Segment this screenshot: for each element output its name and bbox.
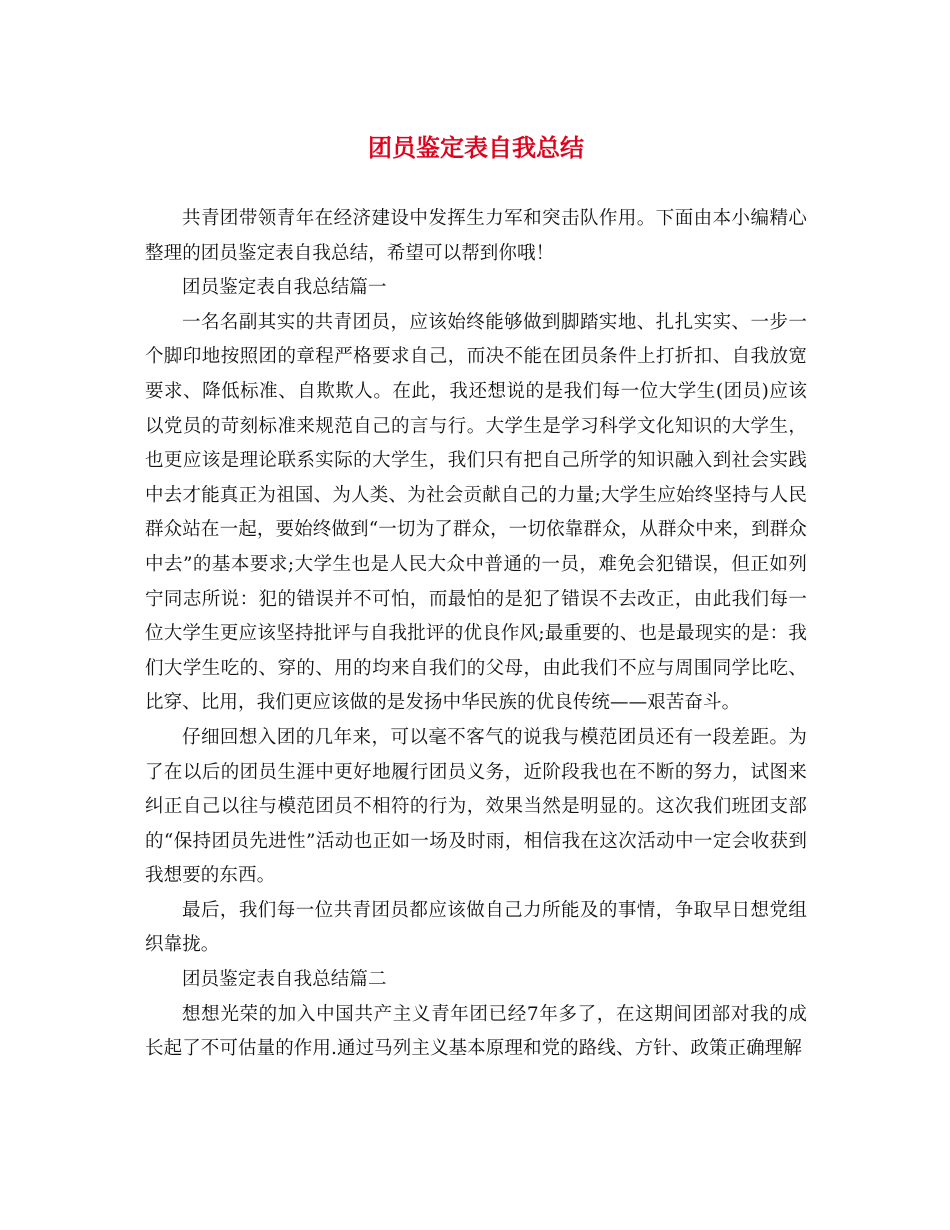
document-title: 团员鉴定表自我总结 bbox=[368, 133, 584, 162]
section-heading-1: 团员鉴定表自我总结篇一 bbox=[182, 277, 387, 299]
intro-paragraph: 共青团带领青年在经济建设中发挥生力军和突击队作用。下面由本小编精心整理的团员鉴定表自我总结，希望可以帮到你哦！ bbox=[145, 208, 807, 264]
body-paragraph: 一名名副其实的共青团员，应该始终能够做到脚踏实地、扎扎实实、一步一个脚印地按照团的章程严格要求自己，而决不能在团员条件上打折扣、自我放宽要求、降低标准、自欺欺人。在此，我还想说的是我们每一位大学生(团员)应该以党员的苛刻标准来规范自己的言与行。大学生是学习科学文化知识的大学生，也更应该是理论联系实际的大学生，我们只有把自己所学的知识融入到社会实践中去才能真正为祖国、为人类、为社会贡献自己的力量;大学生应始终坚持与人民群众站在一起，要始终做到“一切为了群众，一切依靠群众，从群众中来，到群众中去”的基本要求;大学生也是人民大众中普通的一员，难免会犯错误，但正如列宁同志所说：犯的错误并不可怕，而最怕的是犯了错误不去改正，由此我们每一位大学生更应该坚持批评与自我批评的优良作风;最重要的、也是最现实的是：我们大学生吃的、穿的、用的均来自我们的父母，由此我们不应与周围同学比吃、比穿、比用，我们更应该做的是发扬中华民族的优良传统——艰苦奋斗。 bbox=[145, 311, 807, 714]
body-paragraph: 最后，我们每一位共青团员都应该做自己力所能及的事情，争取早日想党组织靠拢。 bbox=[145, 899, 807, 956]
body-paragraph: 想想光荣的加入中国共产主义青年团已经7年多了，在这期间团部对我的成长起了不可估量的作用.通过马列主义基本原理和党的路线、方针、政策正确理解 bbox=[145, 1003, 807, 1060]
section-heading-2: 团员鉴定表自我总结篇二 bbox=[182, 969, 387, 991]
document-page bbox=[145, 128, 807, 1067]
body-paragraph: 仔细回想入团的几年来，可以毫不客气的说我与模范团员还有一段差距。为了在以后的团员生涯中更好地履行团员义务，近阶段我也在不断的努力，试图来纠正自己以往与模范团员不相符的行为，效果当然是明显的。这次我们班团支部的“保持团员先进性”活动也正如一场及时雨，相信我在这次活动中一定会收获到我想要的东西。 bbox=[145, 726, 807, 887]
